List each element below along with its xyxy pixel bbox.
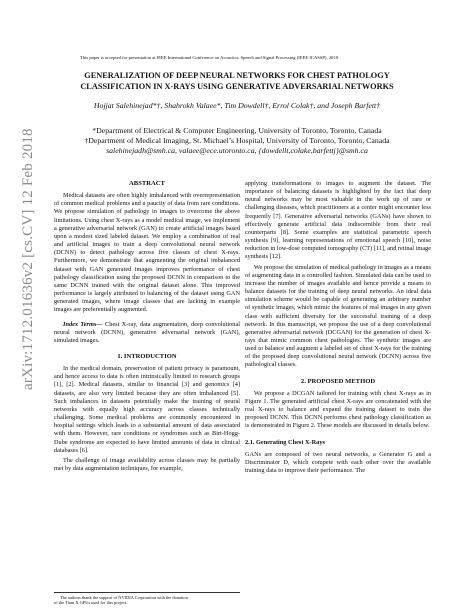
index-terms	[54, 321, 240, 345]
intro-paragraph-2: The challenge of image availability across classes may be partially met by data augmentation techniques, for example,	[54, 456, 240, 472]
index-terms-label: Index Terms—	[63, 320, 103, 328]
abstract-text: Medical datasets are often highly imbalanced with overrepresentation of common medical problems and a paucity of data from rare conditions. We propose simulation of pathology in images to overcome the above limitations. Using chest X-rays as a model medical image, we implement a generative adversarial network (GAN) to create artificial images based upon a modest sized labeled dataset. We employ a combination of real and artificial images to train a deep convolutional neural network (DCNN) to detect pathology across five classes of chest X-rays. Furthermore, we demonstrate that augmenting the original imbalanced dataset with GAN generated images improves performance of chest pathology classification using the proposed DCNN in comparison to the same DCNN trained with the original dataset alone. This improved performance is largely attributed to balancing of the dataset using GAN generated images, where image classes that are lacking in example images are preferentially augmented.	[54, 192, 240, 314]
title-line-2: CLASSIFICATION IN X-RAYS USING GENERATIVE ADVERSARIAL NETWORKS	[80, 82, 394, 91]
affiliation-1: *Department of Electrical & Computer Engineering, University of Toronto, Toronto, Canada	[92, 126, 382, 135]
author-list: Hojjat Salehinejad*†, Shahrokh Valaee*, Tim Dowdell†, Errol Colak†, and Joseph Barfett†	[93, 101, 381, 110]
intro-paragraph-1: In the medical domain, preservation of patient privacy is paramount, and hence access to data is often intrinsically limited to research groups [1], [2]. Medical datasets, similar to financial [3] and genomics [4] datasets, are also very limited because they are often imbalanced [5]. Such imbalances in datasets potentially make the training of neural networks with equally high accuracy across classes technically challenging. Some medical problems are commonly encountered in hospital settings which leads to a substantial amount of data associated with them. However, rare conditions or syndromes such as Birt-Hogg-Dube syndrome are expected to have limited amounts of data in clinical databases [6].	[54, 365, 240, 454]
left-column	[54, 180, 240, 475]
right-paragraph-1: applying transformations to images to augment the dataset. The importance of balancing datasets is highlighted by the fact that deep neural networks may be most valuable in the work up of rare or challenging diseases, which practitioners at a center might encounter less frequently [7]. Generative adversarial networks (GANs) have shown to effectively generate artificial data indiscernible from their real counterparts [8]. Some examples are statistical parametric speech synthesis [9], learning representations of emotional speech [10], noise reduction in low-dose computed tomography (CT) [11], and retinal image synthesis [12].	[245, 180, 431, 261]
method-paragraph-1: We propose a DCGAN tailored for training with chest X-rays as in Figure 1. The generated artificial chest X-rays are concatenated with the real X-rays to balance and expand the training dataset to train the proposed DCNN. This DCNN performs chest pathology classification as is demonstrated in Figure 2. These models are discussed in details below.	[245, 389, 431, 430]
paper-title	[60, 70, 414, 92]
affiliation-2: †Department of Medical Imaging, St. Michael’s Hospital, University of Toronto, Toronto, Canada	[84, 136, 390, 145]
right-column	[245, 180, 431, 477]
subsection-paragraph-1: GANs are composed of two neural networks, a Generator G and a Discriminator D, which compete with each other over the available training data to improve their performance. The	[245, 450, 431, 474]
index-terms-text: Chest X-ray, data augmentation, deep convolutional neural network (DCNN), generative adversarial network (GAN), simulated images.	[54, 320, 240, 344]
introduction-heading: 1. INTRODUCTION	[117, 352, 177, 360]
conference-note: This paper is accepted for presentation at IEEE International Conference on Acoustics, Speech and Signal Processing (IEEE ICASSP), 2018.	[80, 55, 340, 60]
subsection-heading: 2.1. Generating Chest X-Rays	[245, 438, 325, 446]
footnote-line-1: The authors thank the support of NVIDIA Corporation with the donation	[60, 595, 188, 600]
arxiv-stamp-text: arXiv:1712.01636v2 [cs.CV] 12 Feb 2018	[20, 128, 36, 390]
footnote-line-2: of the Titan X GPUs used for this project.	[54, 600, 128, 606]
title-line-1: GENERALIZATION OF DEEP NEURAL NETWORKS FOR CHEST PATHOLOGY	[84, 71, 390, 80]
right-paragraph-2: We propose the simulation of medical pathology in images as a means of augmenting data in a controlled fashion. Simulated data can be used to increase the number of images available and hence provide a means to balance datasets for the training of deep neural networks. An ideal data simulation scheme would be capable of generating an arbitrary number of synthetic images, which mimic the features of real images in any given class with sufficient diversity for the successful training of a deep network. In this manuscript, we propose the use of a deep convolutional generative adversarial network (DCGAN) for the generation of chest X-rays that mimic common chest pathologies. The synthetic images are used to balance and augment a labeled set of chest X-rays for the training of the proposed deep convolutional neural network (DCNN) across five pathological classes.	[245, 263, 431, 369]
affiliations	[60, 126, 414, 156]
method-heading: 2. PROPOSED METHOD	[300, 377, 376, 385]
author-emails: salehinejadh@smh.ca, valaee@ece.utoronto.ca, {dowdellt,colake,barfettj}@smh.ca	[106, 146, 368, 155]
footnote	[54, 592, 240, 606]
abstract-heading: ABSTRACT	[129, 180, 165, 187]
